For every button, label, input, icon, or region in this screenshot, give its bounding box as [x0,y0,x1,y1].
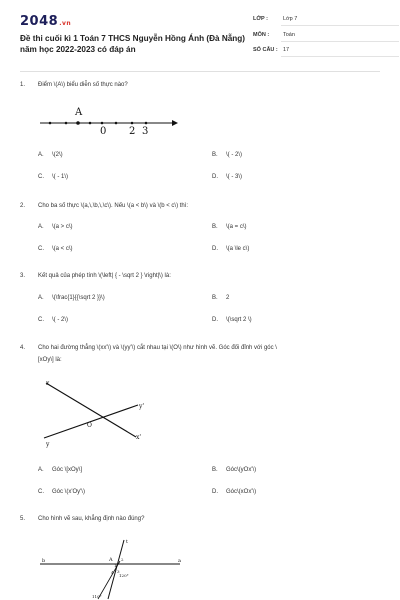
meta-label-count: SỐ CÂU : [253,47,278,53]
q3-option-d[interactable]: D. \(\sqrt 2 \) [212,317,252,323]
q1-option-d[interactable]: D. \( - 3\) [212,174,242,180]
meta-divider [281,41,399,42]
meta-divider [281,25,399,26]
meta-label-subject: MÔN : [253,32,270,38]
question-3-text: Kết quả của phép tính \(\left| { - \sqrt 2 } \right|\) là: [38,273,171,279]
document-title-line-2: năm học 2022-2023 có đáp án [20,45,136,54]
header-divider [20,71,380,72]
label-angle-2: 2 [121,557,124,562]
document-title-line-1: Đề thi cuối kì 1 Toán 7 THCS Nguyễn Hồng Ánh (Đà Nẵng) [20,34,246,43]
number-line-figure [40,98,180,140]
label-line-a: a [178,558,181,564]
q3-option-c[interactable]: C. \( - 2\) [38,317,68,323]
q4-option-a[interactable]: A. Góc \[xOy\] [38,467,83,473]
q4-option-d[interactable]: D. Góc\(xOx'\) [212,489,257,495]
meta-value-subject: Toán [283,32,295,38]
point-a-marker [76,121,80,125]
question-5-text: Cho hình vẽ sau, khẳng định nào đúng? [38,516,145,522]
label-t: t [126,539,129,545]
q2-option-c[interactable]: C. \(a < c\) [38,246,73,252]
question-1-number: 1. [20,82,26,88]
label-line-b: b [42,558,46,564]
label-angle-4: 4 [111,570,114,575]
question-4-number: 4. [20,345,26,351]
tick-label-3: 3 [142,126,149,137]
label-angle-120: 120° [119,573,129,578]
label-angle-1: 1 [114,563,117,568]
q3-option-a[interactable]: A. \(\frac{1}{{\sqrt 2 }}\) [38,295,105,301]
question-4-text-line-1: Cho hai đường thẳng \(xx'\) và \(yy'\) cắt nhau tại \(O\) như hình vẽ. Góc đối đỉnh với góc \ [38,345,277,351]
q1-option-a[interactable]: A. \(2\) [38,152,63,158]
point-a-label: A [75,107,83,118]
logo-suffix: .vn [59,20,72,27]
label-x: x [46,380,50,387]
q4-option-b[interactable]: B. Góc\(yOx'\) [212,467,257,473]
logo-text: 2048 [20,14,59,29]
meta-divider [281,56,399,57]
tick-label-0: 0 [100,126,107,137]
q4-option-c[interactable]: C. Góc \(x'Oy'\) [38,489,85,495]
label-angle-110: 110° [92,594,102,599]
q2-option-a[interactable]: A. \(a > c\) [38,224,73,230]
question-4-text-line-2: [xOy\] là: [38,357,62,363]
label-o: O [87,422,92,429]
question-1-text: Điểm \(A\) biểu diễn số thực nào? [38,82,128,88]
label-angle-3: 3 [117,569,120,574]
question-3-number: 3. [20,273,26,279]
question-2-text: Cho ba số thực \(a,\,\b,\,\c\). Nếu \(a < b\) và \(b < c\) thì: [38,203,189,209]
meta-label-class: LỚP : [253,16,268,22]
label-x-prime: x' [136,434,142,441]
meta-value-class: Lớp 7 [283,16,298,22]
meta-value-count: 17 [283,47,290,53]
parallel-lines-figure [40,535,190,600]
document-title [20,33,252,55]
tick-label-2: 2 [129,126,136,137]
q1-option-b[interactable]: B. \( - 2\) [212,152,242,158]
intersecting-lines-figure [38,375,154,451]
site-logo[interactable] [20,14,71,29]
label-a-point: A [109,557,113,563]
question-2-number: 2. [20,203,26,209]
question-5-number: 5. [20,516,26,522]
q3-option-b[interactable]: B. 2 [212,295,230,301]
label-y-prime: y' [139,403,145,410]
q2-option-d[interactable]: D. \(a \le c\) [212,246,250,252]
q2-option-b[interactable]: B. \(a = c\) [212,224,247,230]
label-y: y [46,441,50,448]
q1-option-c[interactable]: C. \( - 1\) [38,174,68,180]
